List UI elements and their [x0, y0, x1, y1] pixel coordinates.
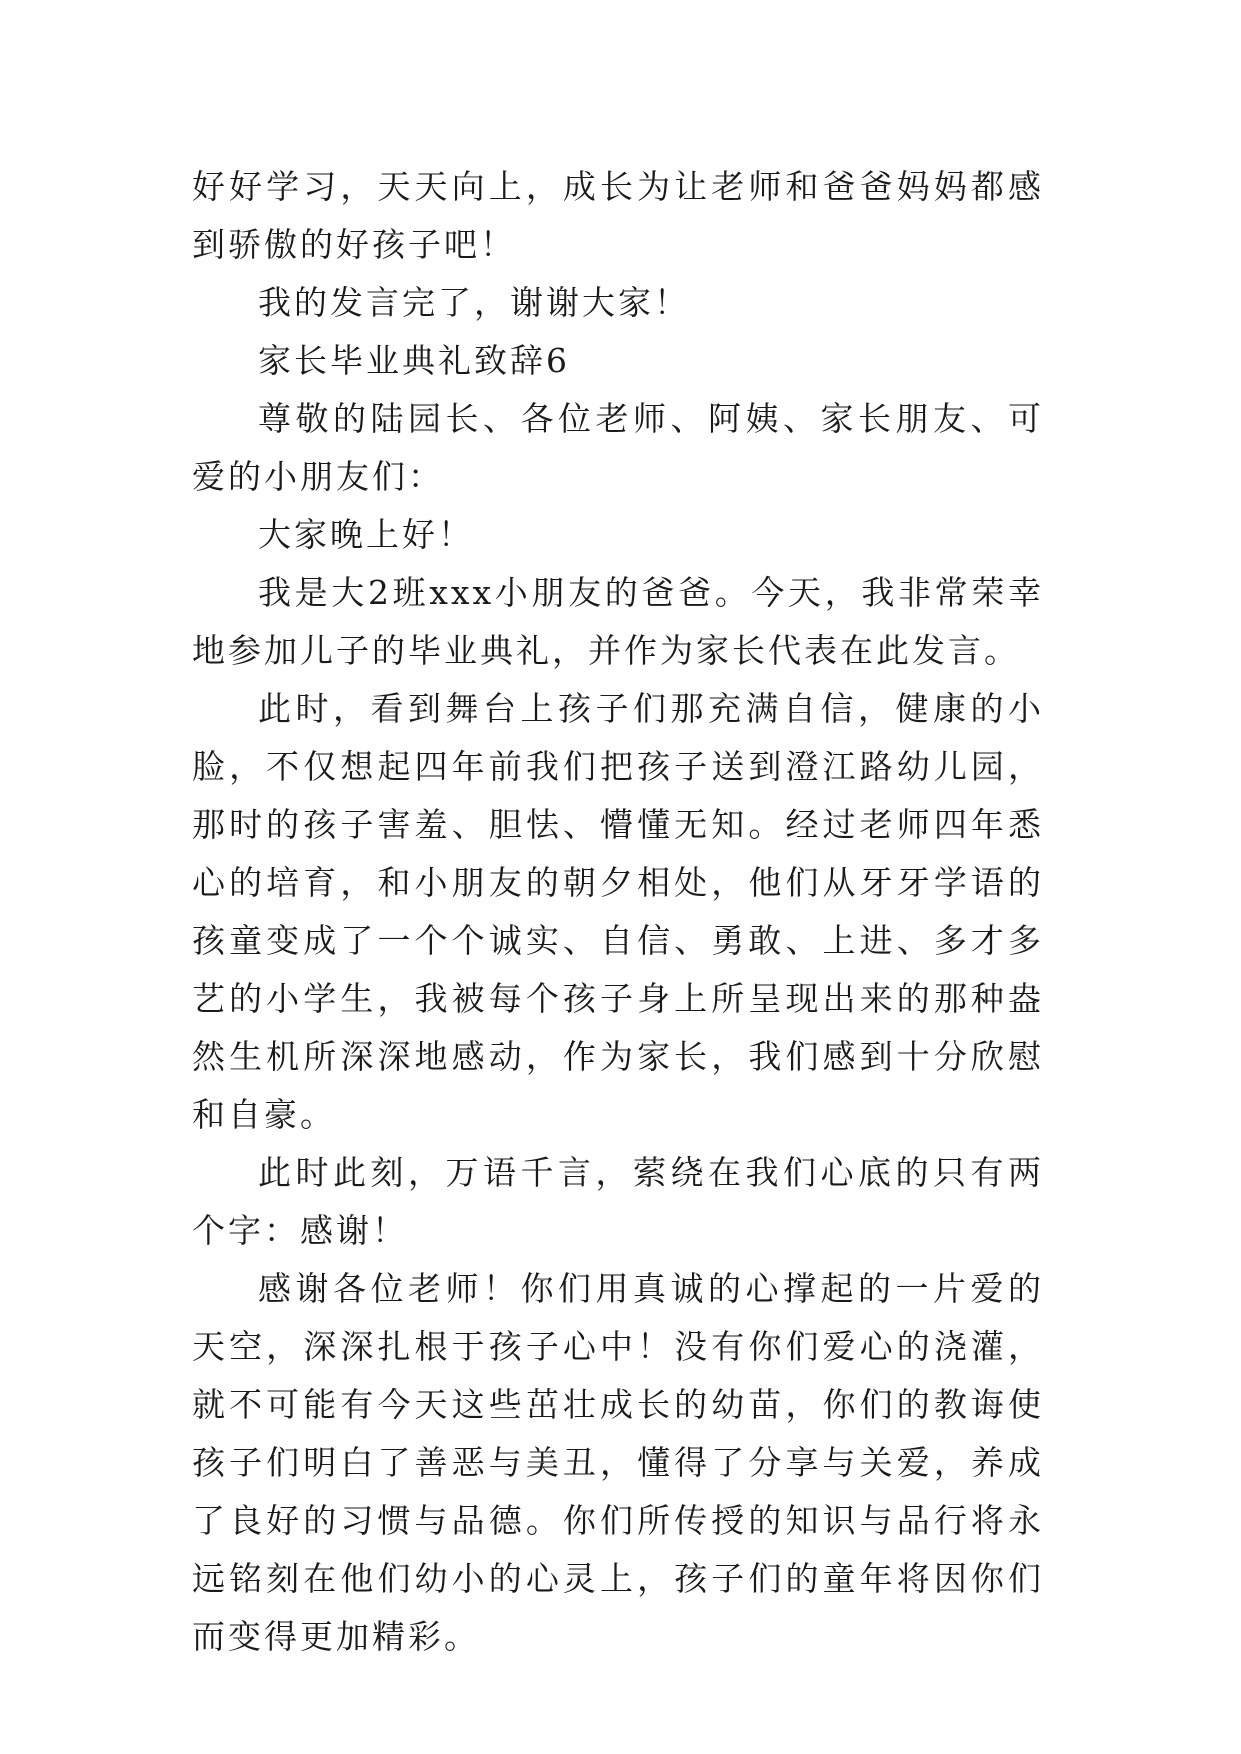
paragraph: 此时此刻，万语千言，萦绕在我们心底的只有两个字：感谢！: [192, 1153, 1044, 1250]
salutation: 尊敬的陆园长、各位老师、阿姨、家长朋友、可爱的小朋友们：: [192, 399, 1044, 496]
greeting: 大家晚上好！: [258, 515, 474, 554]
paragraph: 我是大2班xxx小朋友的爸爸。今天，我非常荣幸地参加儿子的毕业典礼，并作为家长代表在此发言。: [192, 573, 1044, 670]
paragraph: 我的发言完了，谢谢大家！: [258, 283, 690, 322]
paragraph: 好好学习，天天向上，成长为让老师和爸爸妈妈都感到骄傲的好孩子吧！: [192, 167, 1044, 264]
body-text: [192, 158, 1044, 1666]
paragraph: 感谢各位老师！你们用真诚的心撑起的一片爱的天空，深深扎根于孩子心中！没有你们爱心的浇灌，就不可能有今天这些茁壮成长的幼苗，你们的教诲使孩子们明白了善恶与美丑，懂得了分享与关爱，养成了良好的习惯与品德。你们所传授的知识与品行将永远铭刻在他们幼小的心灵上，孩子们的童年将因你们而变得更加精彩。: [192, 1269, 1044, 1656]
paragraph: 此时，看到舞台上孩子们那充满自信，健康的小脸，不仅想起四年前我们把孩子送到澄江路幼儿园，那时的孩子害羞、胆怯、懵懂无知。经过老师四年悉心的培育，和小朋友的朝夕相处，他们从牙牙学语的孩童变成了一个个诚实、自信、勇敢、上进、多才多艺的小学生，我被每个孩子身上所呈现出来的那种盎然生机所深深地感动，作为家长，我们感到十分欣慰和自豪。: [192, 689, 1044, 1134]
section-heading: 家长毕业典礼致辞6: [258, 341, 570, 380]
